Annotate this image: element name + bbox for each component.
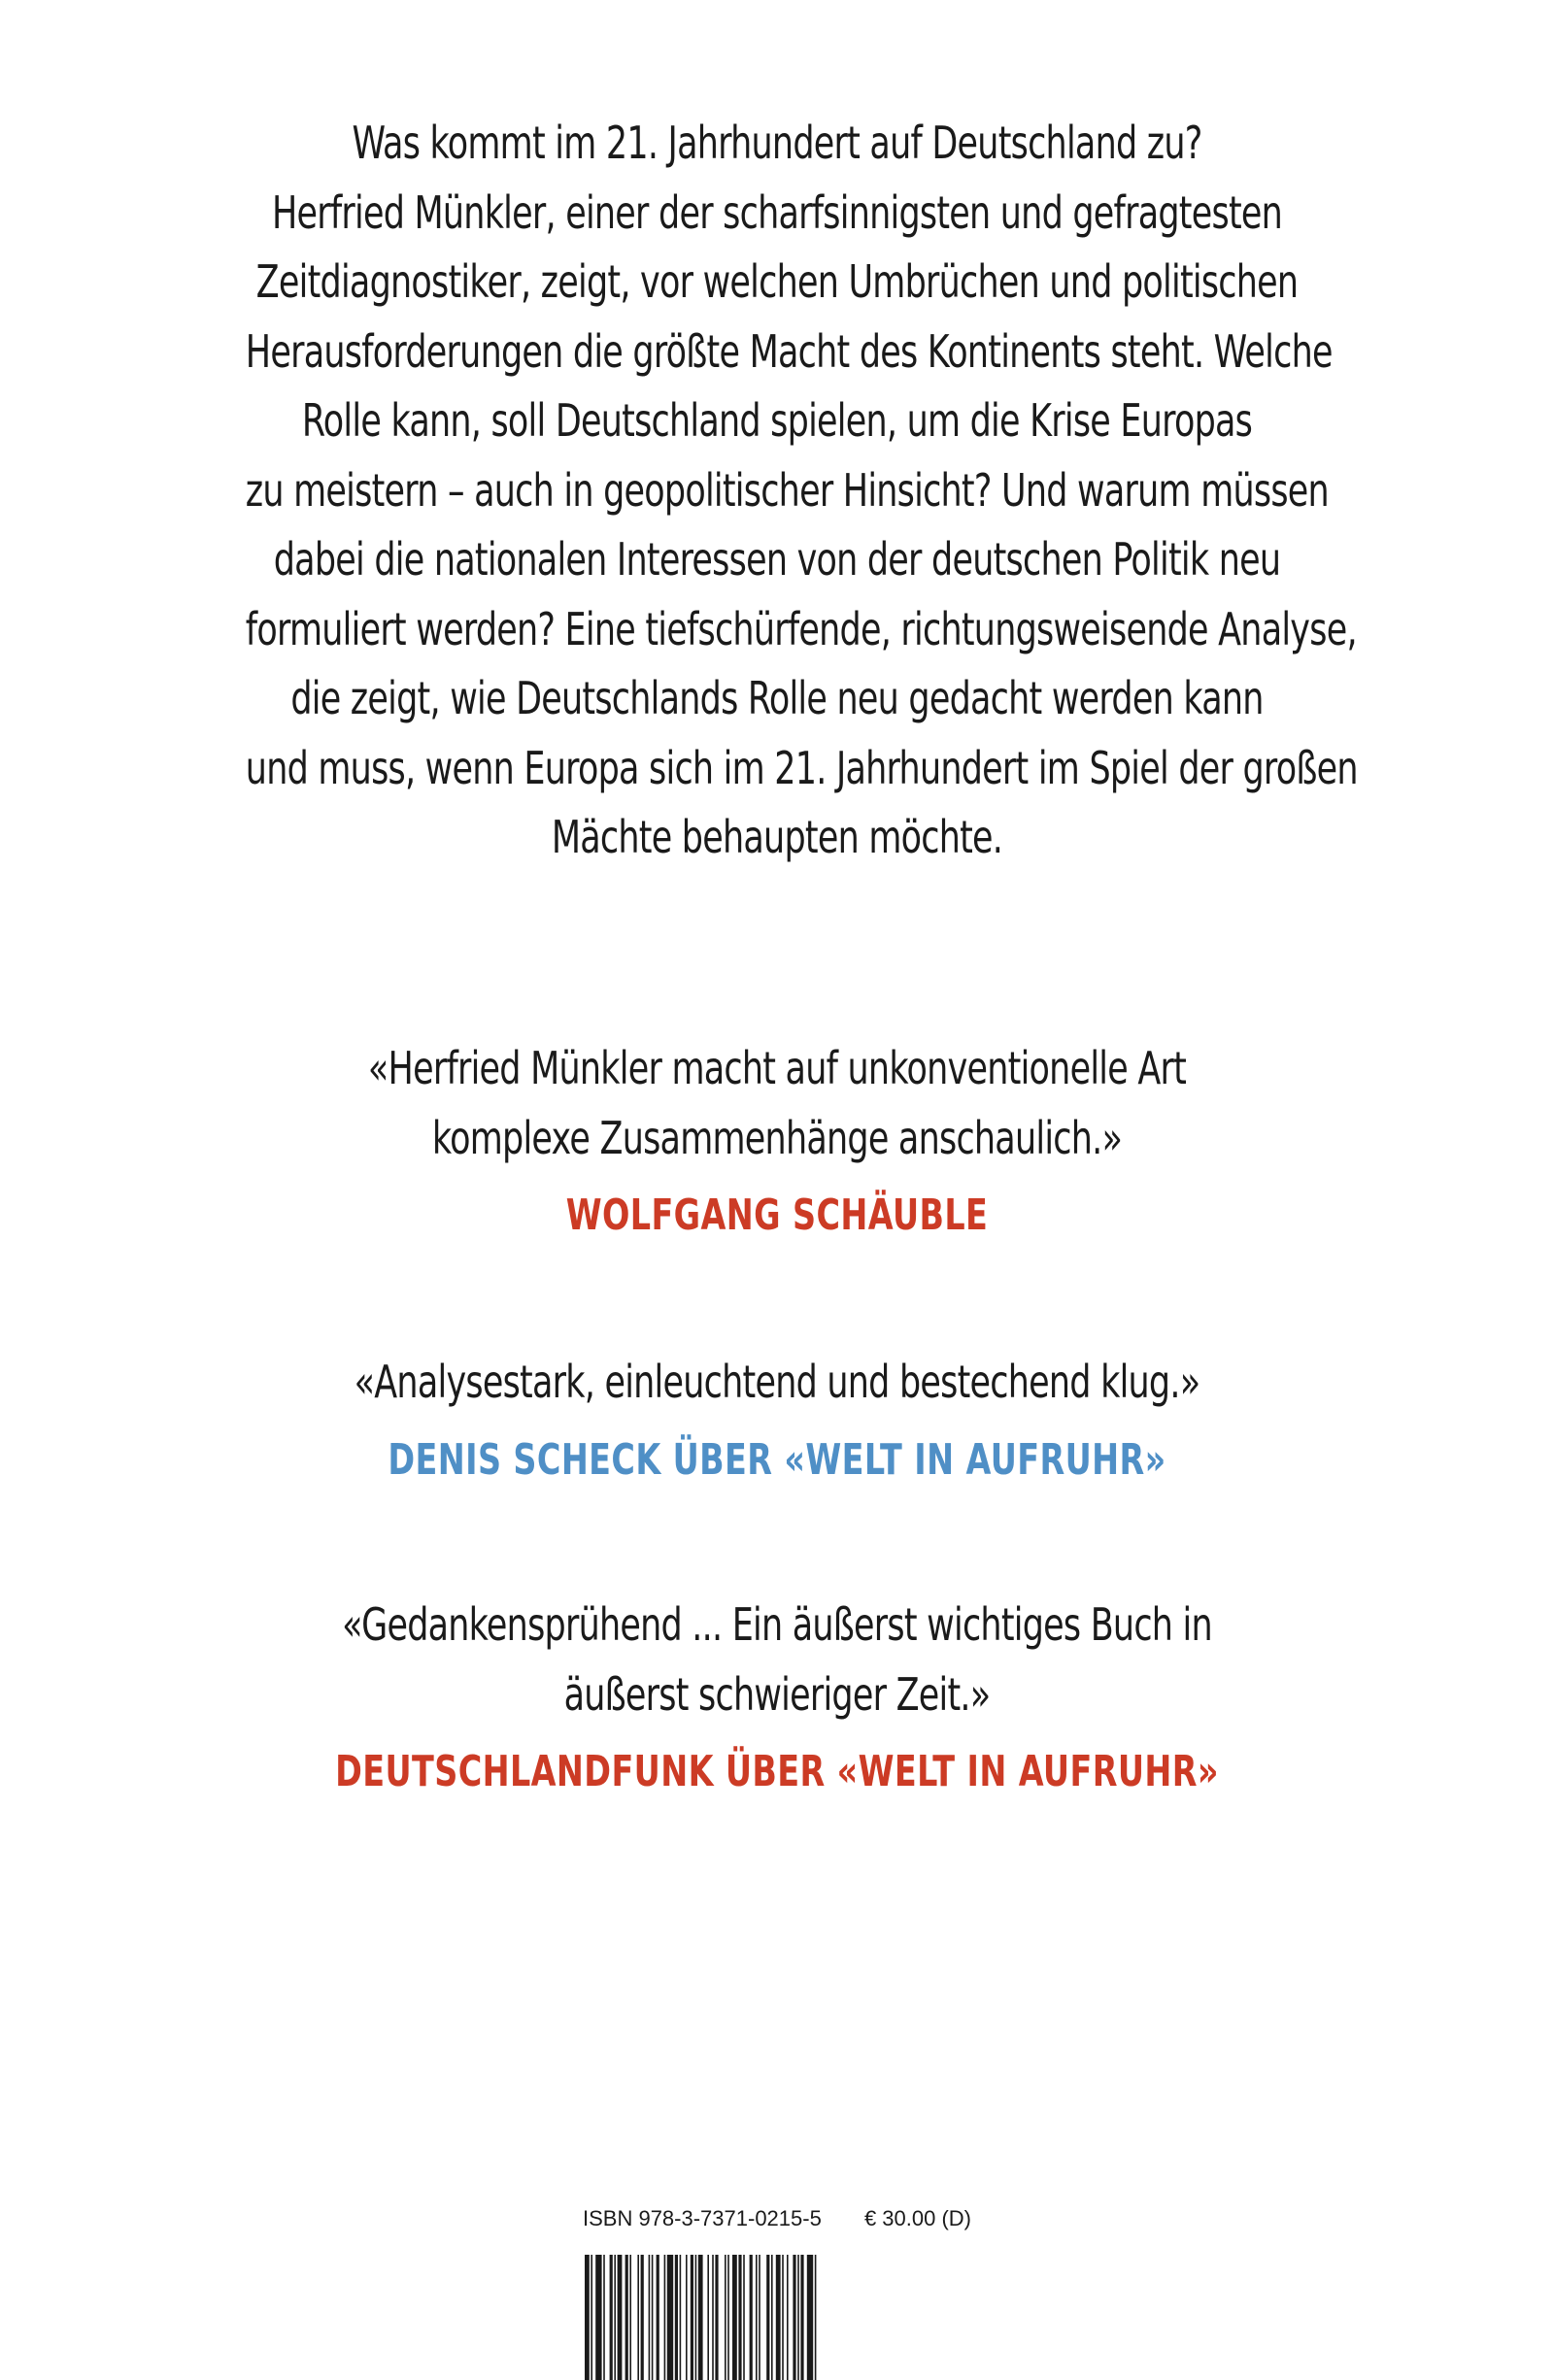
price: € 30.00 (D) <box>863 2206 971 2230</box>
isbn-number: ISBN 978-3-7371-0215-5 <box>583 2206 822 2230</box>
barcode-bar <box>787 2255 789 2380</box>
barcode-bar <box>603 2255 605 2380</box>
blurb-line: Rolle kann, soll Deutschland spielen, um die Krise Europas <box>301 394 1253 447</box>
barcode-bar <box>771 2255 773 2380</box>
barcode-bar <box>585 2255 590 2380</box>
barcode-bar <box>695 2255 697 2380</box>
blurb-line: Herausforderungen die größte Macht des Kontinents steht. Welche <box>245 324 1333 378</box>
review-quote-scheck <box>246 1348 1308 1490</box>
barcode-bar <box>727 2255 729 2380</box>
barcode-bar <box>667 2255 673 2380</box>
barcode-bar <box>649 2255 651 2380</box>
isbn-price-line <box>583 2204 971 2233</box>
barcode-bar <box>766 2255 769 2380</box>
barcode-block <box>583 2204 971 2380</box>
review-quote-schaeuble <box>246 1034 1308 1245</box>
barcode-bar <box>657 2255 659 2380</box>
quote-line: äußerst schwieriger Zeit.» <box>563 1667 991 1721</box>
barcode-bar <box>725 2255 726 2380</box>
barcode-bar <box>595 2255 601 2380</box>
barcode-bar <box>807 2255 813 2380</box>
blurb-line: und muss, wenn Europa sich im 21. Jahrhundert im Spiel der großen <box>245 741 1358 794</box>
barcode-bar <box>756 2255 758 2380</box>
barcode-bar <box>691 2255 693 2380</box>
quote-line: «Gedankensprühend ... Ein äußerst wichtiges Buch in <box>342 1598 1212 1651</box>
quote-attribution: WOLFGANG SCHÄUBLE <box>565 1190 989 1240</box>
barcode-bar <box>715 2255 718 2380</box>
barcode-bar <box>664 2255 666 2380</box>
review-quote-deutschlandfunk <box>246 1591 1308 1801</box>
barcode-bar <box>629 2255 631 2380</box>
quote-line: «Analysestark, einleuchtend und bestechend klug.» <box>354 1356 1200 1408</box>
barcode-bar <box>610 2255 613 2380</box>
barcode-bar <box>686 2255 688 2380</box>
barcode-bar <box>797 2255 799 2380</box>
quote-attribution: DENIS SCHECK ÜBER «WELT IN AUFRUHR» <box>388 1434 1166 1485</box>
barcode-bar <box>732 2255 737 2380</box>
barcode-bar <box>759 2255 760 2380</box>
blurb-line: zu meistern – auch in geopolitischer Hinsicht? Und warum müssen <box>245 463 1329 517</box>
barcode-bar <box>675 2255 678 2380</box>
barcode-bar <box>707 2255 709 2380</box>
quote-line: komplexe Zusammenhänge anschaulich.» <box>431 1111 1123 1164</box>
blurb-line: die zeigt, wie Deutschlands Rolle neu gedacht werden kann <box>290 672 1264 724</box>
quote-line: «Herfried Münkler macht auf unkonventionelle Art <box>367 1042 1187 1094</box>
barcode-bar <box>637 2255 639 2380</box>
barcode-bar <box>698 2255 703 2380</box>
quote-attribution: DEUTSCHLANDFUNK ÜBER «WELT IN AUFRUHR» <box>335 1747 1219 1796</box>
blurb-line: dabei die nationalen Interessen von der deutschen Politik neu <box>273 533 1281 586</box>
barcode-bar <box>712 2255 714 2380</box>
barcode-bar <box>591 2255 592 2380</box>
barcode-image <box>583 2255 971 2380</box>
barcode-bar <box>652 2255 654 2380</box>
barcode-bar <box>800 2255 803 2380</box>
barcode-bar <box>625 2255 628 2380</box>
barcode-bar <box>750 2255 753 2380</box>
barcode-bar <box>680 2255 682 2380</box>
barcode-bar <box>815 2255 817 2380</box>
barcode-bar <box>641 2255 644 2380</box>
barcode-bar <box>776 2255 781 2380</box>
barcode-bar <box>738 2255 741 2380</box>
barcode-bar <box>618 2255 623 2380</box>
blurb-line: Was kommt im 21. Jahrhundert auf Deutschland zu? <box>352 117 1202 169</box>
blurb-line: formuliert werden? Eine tiefschürfende, richtungsweisende Analyse, <box>245 602 1357 655</box>
barcode-bar <box>793 2255 795 2380</box>
blurb-line: Zeitdiagnostiker, zeigt, vor welchen Umbrüchen und politischen <box>255 255 1299 308</box>
blurb-line: Herfried Münkler, einer der scharfsinnigsten und gefragtesten <box>271 185 1283 239</box>
blurb-line: Mächte behaupten möchte. <box>551 811 1003 863</box>
barcode-bar <box>782 2255 784 2380</box>
barcode-bar <box>614 2255 616 2380</box>
barcode-bar <box>743 2255 745 2380</box>
blurb-text <box>245 109 1358 873</box>
